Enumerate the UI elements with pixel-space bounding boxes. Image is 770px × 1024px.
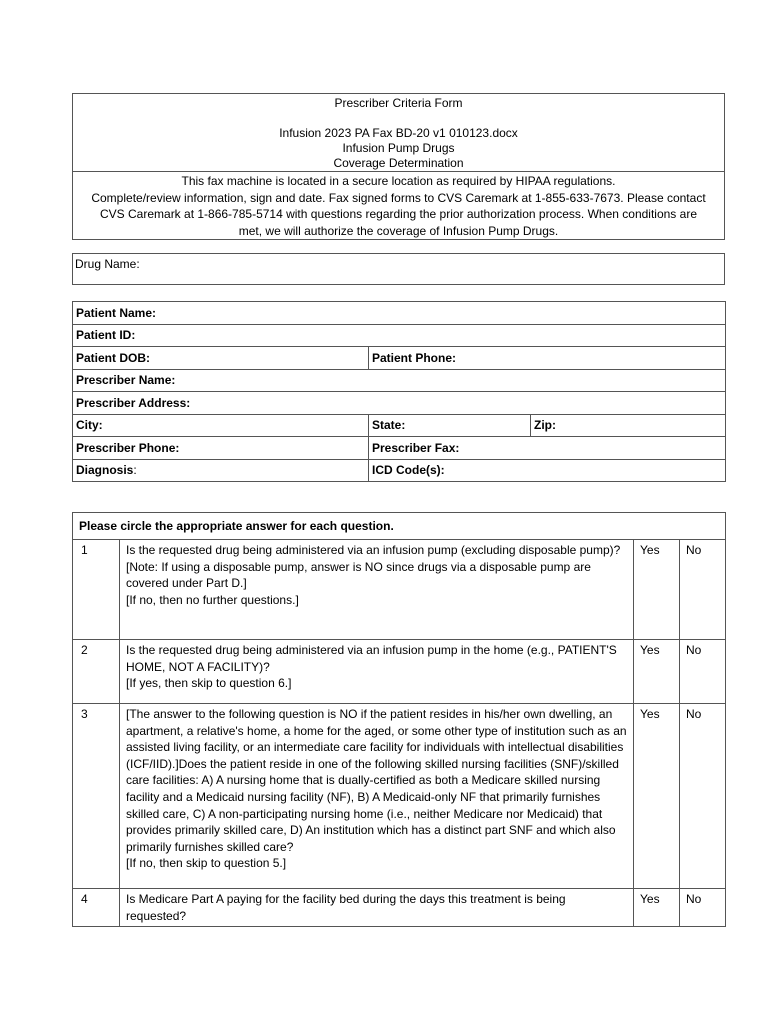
question-line: [If yes, then skip to question 6.] (126, 676, 292, 691)
header-title-block (73, 94, 724, 172)
zip-label: Zip: (534, 418, 556, 433)
prescriber-phone-field[interactable] (73, 437, 369, 460)
question-line: Is the requested drug being administered via an infusion pump in the home (e.g., PATIENT'S HOME, NOT A FACILITY)? (126, 643, 617, 674)
patient-name-label: Patient Name: (76, 305, 157, 320)
question-line: [The answer to the following question is NO if the patient resides in his/her own dwelling, an apartment, a relative's home, a home for the aged, or some other type of institution such as an assisted living facility, or an intermediate care facility for individuals with intellectual disabilities (ICF/IID).]Does the patient reside in one of the following skilled nursing facilities (SNF)/skilled care facilities: A) A nursing home that is dually-certified as both a Medicare skilled nursing facility and a Medicaid nursing facility (NF), B) A Medicaid-only NF that primarily furnishes skilled care, C) A non-participating nursing home (i.e., neither Medicare nor Medicaid) that provides primarily skilled care, D) An institution which has a distinct part SNF and which also primarily furnishes skilled care? (126, 707, 627, 854)
icd-codes-field[interactable] (369, 459, 726, 482)
question-line: Is the requested drug being administered via an infusion pump (excluding disposable pump)? (126, 543, 621, 557)
state-label: State: (372, 418, 406, 433)
answer-yes[interactable]: Yes (634, 540, 680, 640)
answer-no[interactable]: No (680, 640, 726, 704)
form-header (72, 93, 725, 240)
notice-line: Complete/review information, sign and date. Fax signed forms to CVS Caremark at 1-855-633-7673. Please contact (91, 190, 706, 205)
prescriber-fax-field[interactable] (369, 437, 726, 460)
prescriber-fax-label: Prescriber Fax: (372, 440, 460, 455)
question-text (120, 540, 634, 640)
patient-dob-field[interactable] (73, 347, 369, 370)
diagnosis-field[interactable] (73, 459, 369, 482)
diagnosis-label: Diagnosis (76, 463, 134, 478)
document-name: Infusion 2023 PA Fax BD-20 v1 010123.docx (279, 126, 518, 140)
patient-id-label: Patient ID: (76, 328, 136, 343)
answer-yes[interactable]: Yes (634, 704, 680, 889)
drug-name-field[interactable] (72, 253, 725, 285)
patient-dob-label: Patient DOB: (76, 350, 151, 365)
question-row (73, 889, 726, 927)
question-text (120, 889, 634, 927)
city-label: City: (76, 418, 103, 433)
answer-no[interactable]: No (680, 540, 726, 640)
question-number: 2 (73, 640, 120, 704)
question-line: [Note: If using a disposable pump, answer is NO since drugs via a disposable pump are covered under Part D.] (126, 559, 591, 591)
city-field[interactable] (73, 414, 369, 437)
form-subtitle: Coverage Determination (333, 156, 464, 170)
question-row (73, 640, 726, 704)
question-line: [If no, then no further questions.] (126, 592, 299, 607)
hipaa-notice (73, 172, 724, 239)
questions-instruction: Please circle the appropriate answer for each question. (73, 513, 726, 540)
question-line: [If no, then skip to question 5.] (126, 856, 287, 871)
question-number: 3 (73, 704, 120, 889)
patient-phone-label: Patient Phone: (372, 350, 457, 365)
prescriber-address-label: Prescriber Address: (76, 395, 191, 410)
patient-id-field[interactable] (73, 324, 726, 347)
question-number: 1 (73, 540, 120, 640)
patient-phone-field[interactable] (369, 347, 726, 370)
prescriber-name-label: Prescriber Name: (76, 373, 176, 388)
diagnosis-colon: : (133, 463, 137, 478)
state-field[interactable] (369, 414, 531, 437)
question-text (120, 640, 634, 704)
question-row (73, 540, 726, 640)
drug-class-title: Infusion Pump Drugs (342, 141, 455, 155)
answer-no[interactable]: No (680, 704, 726, 889)
icd-codes-label: ICD Code(s): (372, 463, 445, 478)
patient-name-field[interactable] (73, 302, 726, 325)
prescriber-phone-label: Prescriber Phone: (76, 440, 180, 455)
question-number: 4 (73, 889, 120, 927)
prescriber-name-field[interactable] (73, 369, 726, 392)
drug-name-label: Drug Name: (75, 257, 140, 271)
patient-info-table (72, 301, 726, 482)
prescriber-address-field[interactable] (73, 392, 726, 415)
answer-yes[interactable]: Yes (634, 889, 680, 927)
notice-line: This fax machine is located in a secure location as required by HIPAA regulations. (181, 174, 616, 188)
notice-line: met, we will authorize the coverage of Infusion Pump Drugs. (238, 223, 559, 238)
question-line: Is Medicare Part A paying for the facility bed during the days this treatment is being requested? (126, 892, 566, 923)
question-text (120, 704, 634, 889)
form-title: Prescriber Criteria Form (334, 96, 463, 110)
answer-yes[interactable]: Yes (634, 640, 680, 704)
question-row (73, 704, 726, 889)
answer-no[interactable]: No (680, 889, 726, 927)
zip-field[interactable] (531, 414, 726, 437)
notice-line: CVS Caremark at 1-866-785-5714 with questions regarding the prior authorization process. When conditions are (100, 207, 697, 221)
questions-table (72, 512, 726, 927)
